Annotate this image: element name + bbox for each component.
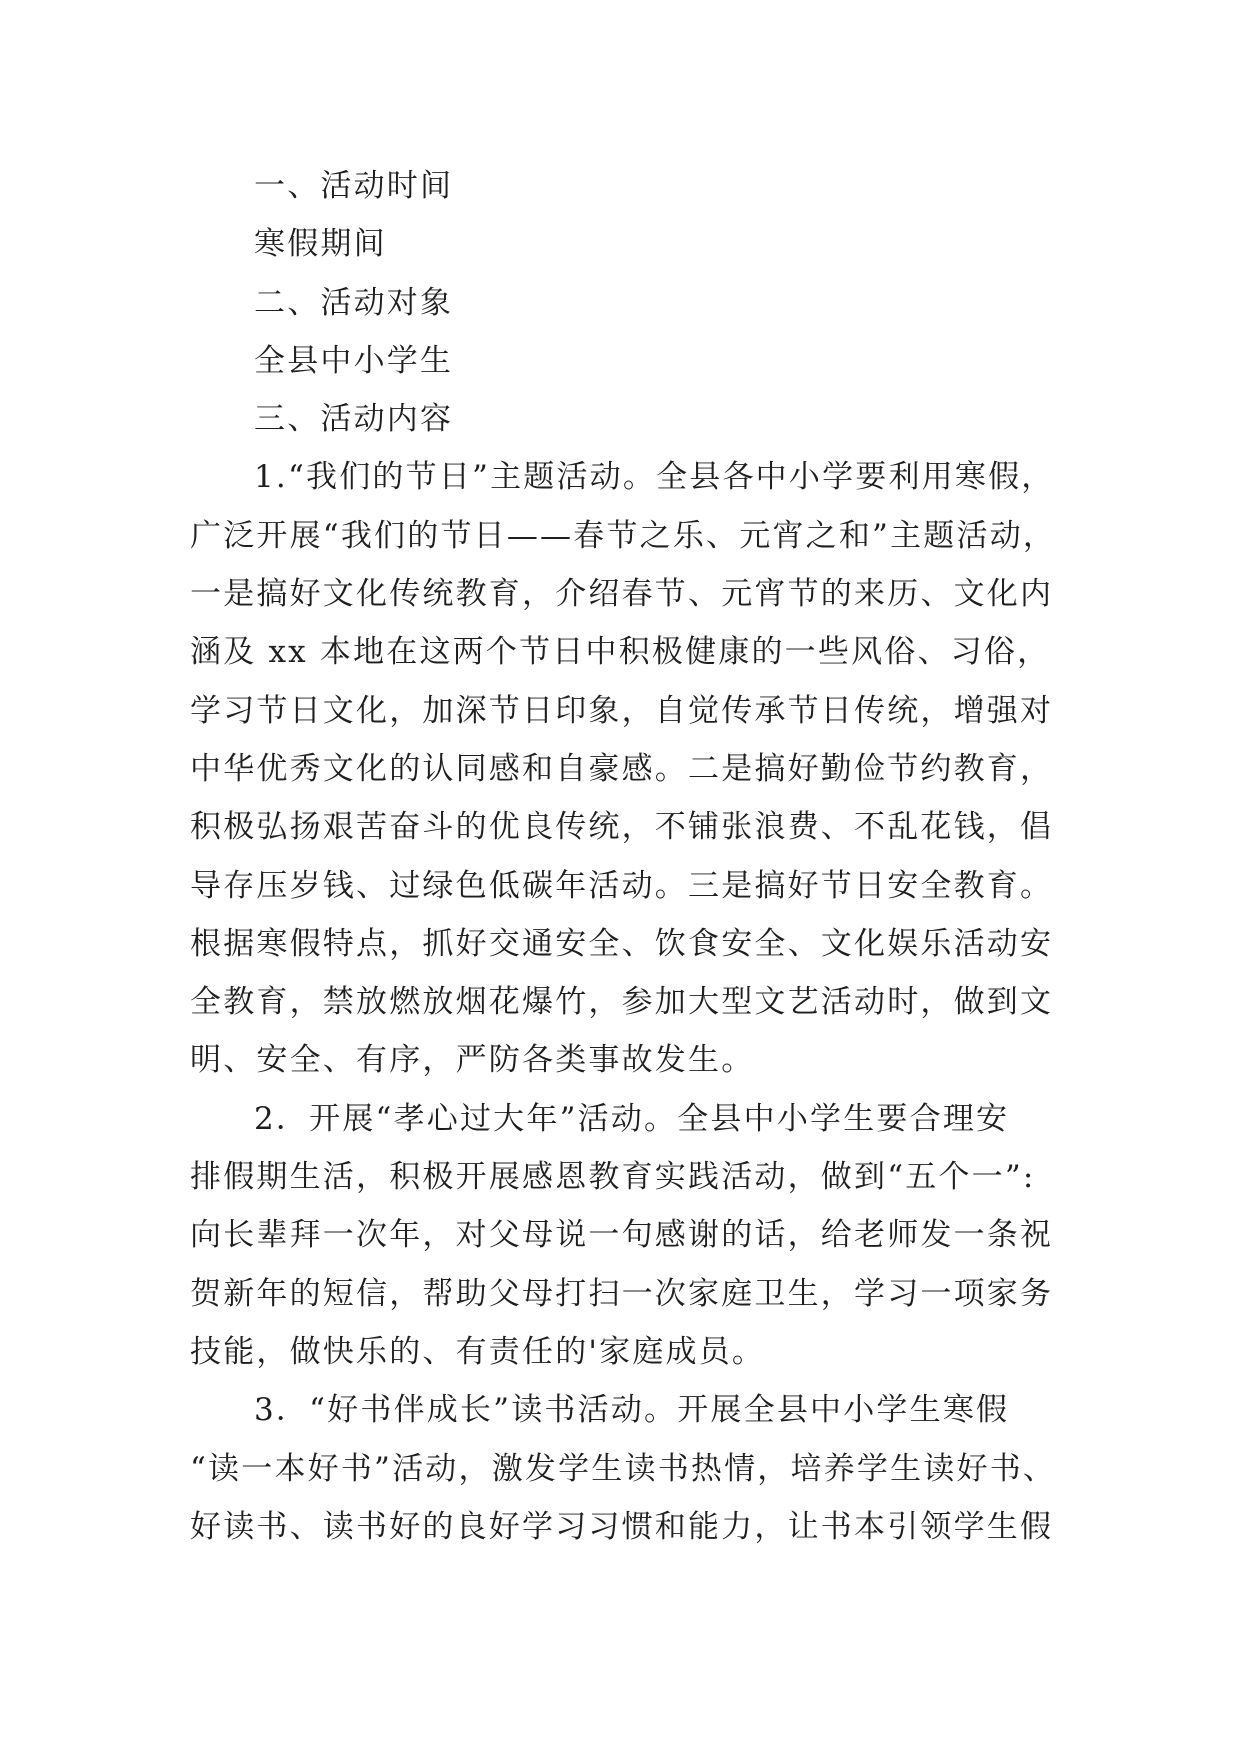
- paragraph-1-line: 全教育，禁放燃放烟花爆竹，参加大型文艺活动时，做到文: [190, 984, 1054, 1021]
- document-body: [190, 157, 1062, 1556]
- paragraph-3-line: 3．“好书伴成长”读书活动。开展全县中小学生寒假: [254, 1392, 1010, 1429]
- text-activity-target: 全县中小学生: [254, 342, 454, 379]
- paragraph-3-line: 好读书、读书好的良好学习习惯和能力，让书本引领学生假: [190, 1508, 1054, 1545]
- paragraph-1-line: 涵及 xx 本地在这两个节日中积极健康的一些风俗、习俗，: [190, 634, 1051, 671]
- paragraph-1-line: 明、安全、有序，严防各类事故发生。: [190, 1042, 755, 1079]
- paragraph-2-line: 向长辈拜一次年，对父母说一句感谢的话，给老师发一条祝: [190, 1217, 1054, 1254]
- paragraph-3-line: “读一本好书”活动，激发学生读书热情，培养学生读好书、: [190, 1450, 1057, 1487]
- paragraph-1-line: 导存压岁钱、过绿色低碳年活动。三是搞好节日安全教育。: [190, 867, 1054, 904]
- heading-activity-time: 一、活动时间: [254, 168, 454, 204]
- paragraph-2-line: 2．开展“孝心过大年”活动。全县中小学生要合理安: [254, 1100, 1010, 1137]
- paragraph-1-line: 根据寒假特点，抓好交通安全、饮食安全、文化娱乐活动安: [190, 925, 1054, 962]
- paragraph-1-line: 学习节日文化，加深节日印象，自觉传承节日传统，增强对: [190, 692, 1054, 729]
- heading-activity-content: 三、活动内容: [254, 401, 454, 438]
- paragraph-1-line: 积极弘扬艰苦奋斗的优良传统，不铺张浪费、不乱花钱，倡: [190, 809, 1054, 846]
- paragraph-1-line: 一是搞好文化传统教育，介绍春节、元宵节的来历、文化内: [190, 576, 1054, 613]
- paragraph-1-line: 1.“我们的节日”主题活动。全县各中小学要利用寒假，: [254, 459, 1055, 496]
- text-activity-time: 寒假期间: [254, 226, 387, 263]
- paragraph-1-line: 广泛开展“我们的节日——春节之乐、元宵之和”主题活动，: [190, 517, 1057, 554]
- paragraph-2-line: 排假期生活，积极开展感恩教育实践活动，做到“五个一”:: [190, 1159, 1036, 1196]
- paragraph-2-line: 技能，做快乐的、有责任的'家庭成员。: [190, 1333, 766, 1370]
- paragraph-1-line: 中华优秀文化的认同感和自豪感。二是搞好勤俭节约教育，: [190, 750, 1054, 787]
- paragraph-2-line: 贺新年的短信，帮助父母打扫一次家庭卫生，学习一项家务: [190, 1275, 1054, 1312]
- heading-activity-target: 二、活动对象: [254, 284, 454, 321]
